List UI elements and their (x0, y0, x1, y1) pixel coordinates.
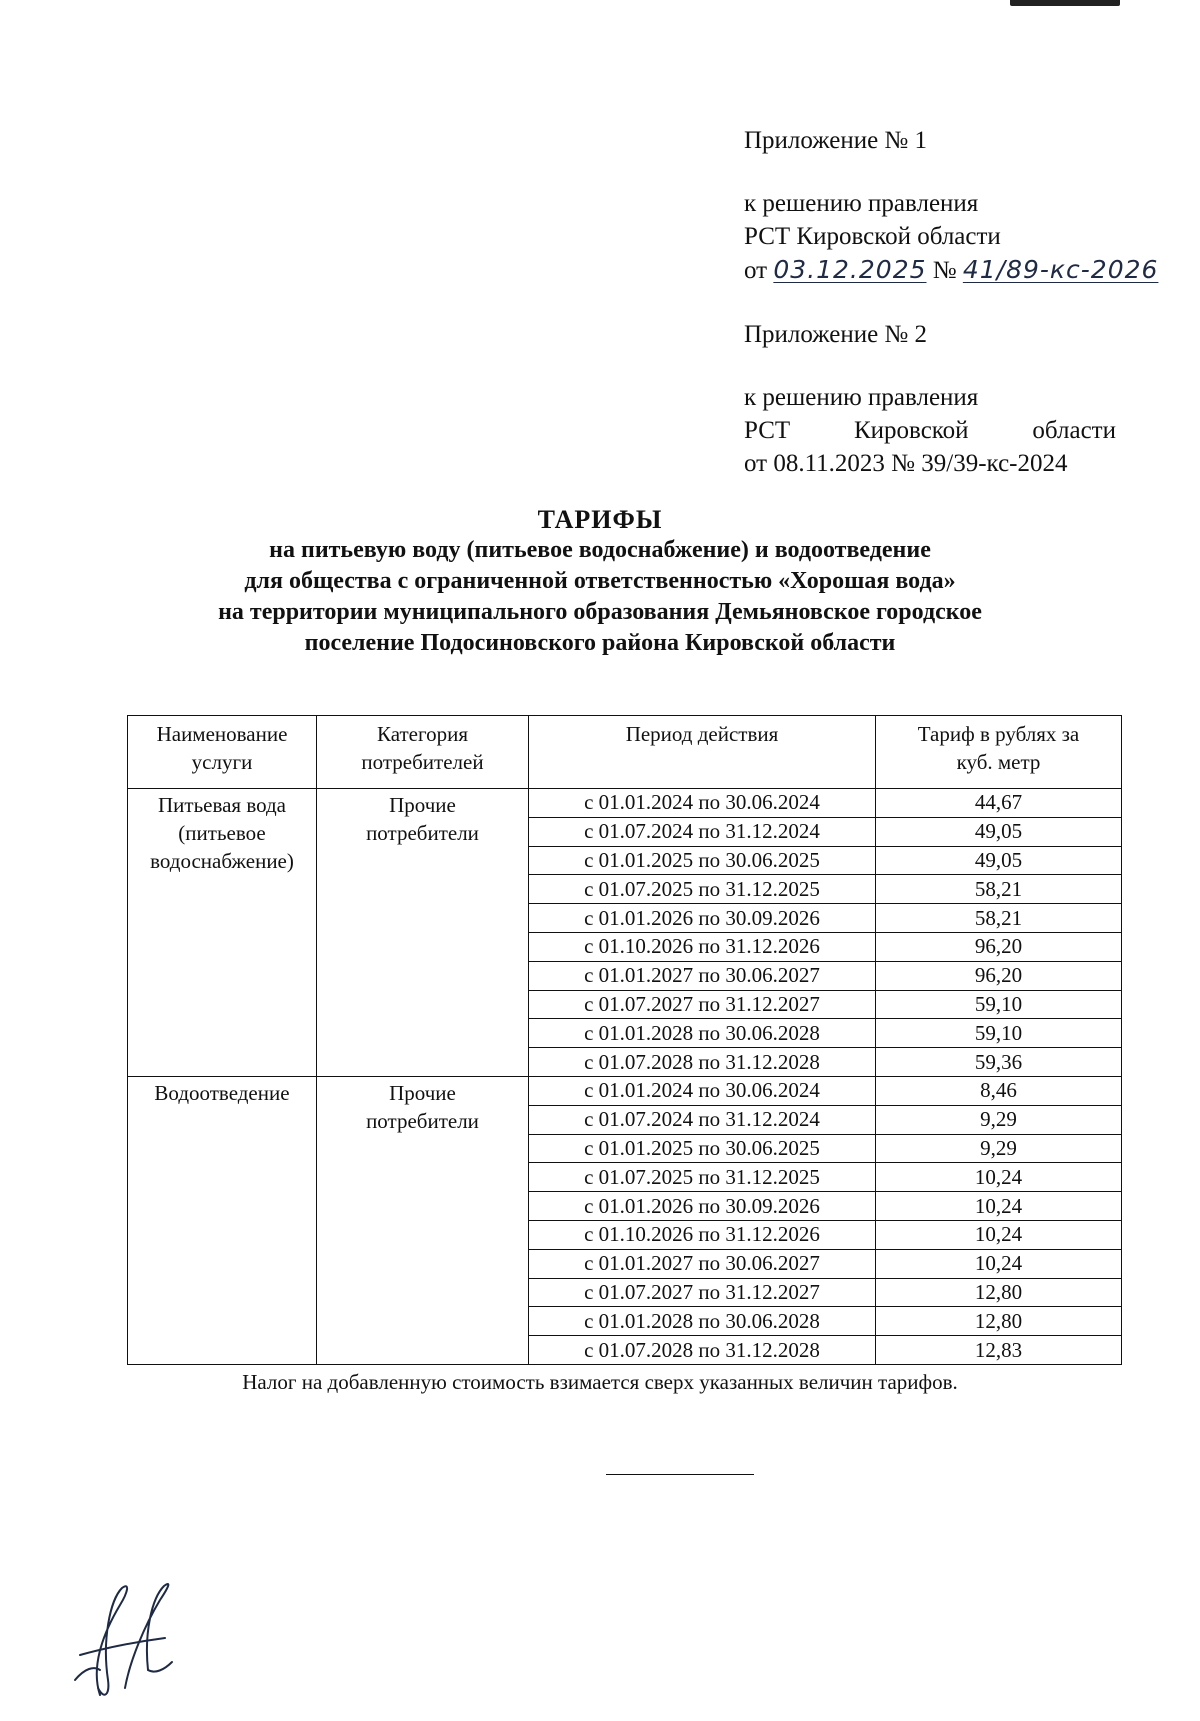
appendix-1-date-prefix: от (744, 257, 768, 284)
tariff-cell: 12,80 (876, 1278, 1122, 1307)
title-line: на питьевую воду (питьевое водоснабжение) и водоотведение (269, 537, 931, 563)
period-cell: с 01.07.2024 по 31.12.2024 (529, 817, 876, 846)
period-cell: с 01.01.2025 по 30.06.2025 (529, 1134, 876, 1163)
tariff-cell: 44,67 (876, 789, 1122, 818)
period-cell: с 01.01.2027 по 30.06.2027 (529, 961, 876, 990)
appendix-1-number-sign: № (932, 257, 957, 284)
tariff-cell: 12,83 (876, 1336, 1122, 1365)
period-cell: с 01.07.2025 по 31.12.2025 (529, 1163, 876, 1192)
period-cell: с 01.07.2027 по 31.12.2027 (529, 990, 876, 1019)
period-cell: с 01.01.2024 по 30.06.2024 (529, 789, 876, 818)
tariff-cell: 9,29 (876, 1134, 1122, 1163)
service-name-line: Питьевая вода (157, 793, 287, 817)
header-service: Наименование услуги (128, 716, 317, 789)
appendix-2-line2-word: Кировской (854, 417, 969, 444)
tariff-cell: 49,05 (876, 817, 1122, 846)
service-name-cell (128, 1076, 317, 1364)
tariff-cell: 10,24 (876, 1249, 1122, 1278)
tariff-cell: 12,80 (876, 1307, 1122, 1336)
tariff-cell: 59,10 (876, 990, 1122, 1019)
handwritten-signature (60, 1570, 190, 1705)
period-cell: с 01.07.2024 по 31.12.2024 (529, 1105, 876, 1134)
period-cell: с 01.01.2028 по 30.06.2028 (529, 1307, 876, 1336)
consumer-category-line: Прочие (389, 1080, 456, 1105)
table-row (128, 1076, 1122, 1105)
scan-edge-mark (1010, 0, 1120, 6)
tariff-cell: 10,24 (876, 1163, 1122, 1192)
consumer-category-cell (317, 1076, 529, 1364)
vat-footnote: Налог на добавленную стоимость взимается сверх указанных величин тарифов. (242, 1370, 958, 1394)
period-cell: с 01.01.2027 по 30.06.2027 (529, 1249, 876, 1278)
appendix-1-handwritten-date: 03.12.2025 (773, 255, 927, 284)
header-category: Категория потребителей (317, 716, 529, 789)
period-cell: с 01.01.2024 по 30.06.2024 (529, 1076, 876, 1105)
tariff-cell: 58,21 (876, 904, 1122, 933)
period-cell: с 01.10.2026 по 31.12.2026 (529, 1220, 876, 1249)
tariff-cell: 59,36 (876, 1048, 1122, 1077)
period-cell: с 01.01.2025 по 30.06.2025 (529, 846, 876, 875)
tariff-cell: 10,24 (876, 1220, 1122, 1249)
tariff-cell: 58,21 (876, 875, 1122, 904)
consumer-category-cell (317, 789, 529, 1077)
appendix-1-line1: к решению правления (744, 190, 979, 217)
period-cell: с 01.07.2027 по 31.12.2027 (529, 1278, 876, 1307)
service-name-line: водоснабжение) (150, 849, 294, 873)
appendix-2-line1: к решению правления (744, 384, 979, 411)
period-cell: с 01.10.2026 по 31.12.2026 (529, 932, 876, 961)
end-of-document-line (606, 1474, 754, 1475)
appendix-2-block (744, 318, 1116, 480)
appendix-1-block (744, 124, 1158, 287)
period-cell: с 01.07.2028 по 31.12.2028 (529, 1336, 876, 1365)
tariff-cell: 49,05 (876, 846, 1122, 875)
tariff-cell: 10,24 (876, 1192, 1122, 1221)
tariff-cell: 8,46 (876, 1076, 1122, 1105)
period-cell: с 01.01.2026 по 30.09.2026 (529, 904, 876, 933)
tariff-cell: 96,20 (876, 961, 1122, 990)
appendix-1-handwritten-number: 41/89-кс-2026 (962, 255, 1159, 284)
consumer-category-line: потребители (366, 821, 479, 845)
tariff-cell: 96,20 (876, 932, 1122, 961)
consumer-category-line: Прочие (389, 793, 456, 817)
appendix-1-date-line (744, 253, 1158, 287)
consumer-category-line: потребители (366, 1108, 479, 1133)
appendix-2-line2-word: области (1032, 417, 1116, 444)
header-period: Период действия (529, 716, 876, 789)
title-main: ТАРИФЫ (537, 505, 663, 534)
tariff-table (127, 715, 1122, 1365)
appendix-2-line3: от 08.11.2023 № 39/39-кс-2024 (744, 450, 1068, 477)
period-cell: с 01.07.2025 по 31.12.2025 (529, 875, 876, 904)
period-cell: с 01.07.2028 по 31.12.2028 (529, 1048, 876, 1077)
title-line: на территории муниципального образования Демьяновское городское (218, 599, 982, 625)
table-row (128, 789, 1122, 818)
table-header-row (128, 716, 1122, 789)
service-name-cell (128, 789, 317, 1077)
appendix-2-line2 (744, 414, 1116, 447)
service-name-line: Водоотведение (154, 1080, 290, 1105)
appendix-2-label: Приложение № 2 (744, 321, 928, 348)
tariff-cell: 59,10 (876, 1019, 1122, 1048)
header-tariff: Тариф в рублях за куб. метр (876, 716, 1122, 789)
title-line: поселение Подосиновского района Кировской области (304, 630, 896, 656)
service-name-line: (питьевое (178, 821, 266, 845)
period-cell: с 01.01.2026 по 30.09.2026 (529, 1192, 876, 1221)
appendix-2-line2-word: РСТ (744, 417, 791, 444)
tariff-cell: 9,29 (876, 1105, 1122, 1134)
document-title (0, 504, 1200, 659)
title-line: для общества с ограниченной ответственностью «Хорошая вода» (244, 568, 956, 594)
tariff-table-body (128, 789, 1122, 1365)
period-cell: с 01.01.2028 по 30.06.2028 (529, 1019, 876, 1048)
appendix-1-line2: РСТ Кировской области (744, 223, 1001, 250)
appendix-1-label: Приложение № 1 (744, 127, 928, 154)
